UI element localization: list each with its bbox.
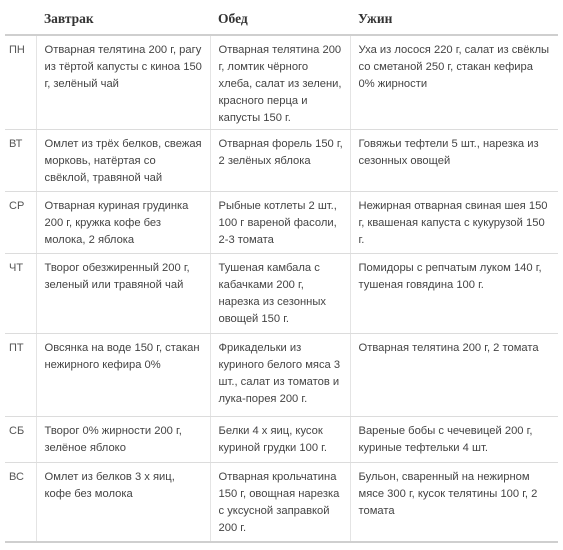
dinner-cell: Нежирная отварная свиная шея 150 г, квашеная капуста с кукурузой 150 г. (350, 191, 558, 253)
table-row (5, 416, 558, 462)
day-cell: ПТ (5, 333, 36, 416)
dinner-cell: Бульон, сваренный на нежирном мясе 300 г, кусок телятины 100 г, 2 томата (350, 462, 558, 542)
breakfast-cell: Омлет из белков 3 х яиц, кофе без молока (36, 462, 210, 542)
header-lunch: Обед (210, 4, 350, 35)
breakfast-cell: Омлет из трёх белков, свежая морковь, натёртая со свёклой, травяной чай (36, 129, 210, 191)
dinner-cell: Уха из лосося 220 г, салат из свёклы со сметаной 250 г, стакан кефира 0% жирности (350, 35, 558, 129)
day-cell: ВТ (5, 129, 36, 191)
table-row (5, 35, 558, 129)
breakfast-cell: Творог 0% жирности 200 г, зелёное яблоко (36, 416, 210, 462)
table-row (5, 191, 558, 253)
breakfast-cell: Творог обезжиренный 200 г, зеленый или травяной чай (36, 253, 210, 333)
day-cell: СБ (5, 416, 36, 462)
dinner-cell: Говяжьи тефтели 5 шт., нарезка из сезонных овощей (350, 129, 558, 191)
day-cell: ВС (5, 462, 36, 542)
lunch-cell: Фрикадельки из куриного белого мяса 3 шт., салат из томатов и лука-порея 200 г. (210, 333, 350, 416)
table-header (5, 4, 558, 35)
breakfast-cell: Отварная куриная грудинка 200 г, кружка кофе без молока, 2 яблока (36, 191, 210, 253)
lunch-cell: Белки 4 х яиц, кусок куриной грудки 100 г. (210, 416, 350, 462)
lunch-cell: Рыбные котлеты 2 шт., 100 г вареной фасоли, 2-3 томата (210, 191, 350, 253)
lunch-cell: Тушеная камбала с кабачками 200 г, нарезка из сезонных овощей 150 г. (210, 253, 350, 333)
day-cell: ЧТ (5, 253, 36, 333)
breakfast-cell: Отварная телятина 200 г, рагу из тёртой капусты с киноа 150 г, зелёный чай (36, 35, 210, 129)
dinner-cell: Вареные бобы с чечевицей 200 г, куриные тефтельки 4 шт. (350, 416, 558, 462)
lunch-cell: Отварная телятина 200 г, ломтик чёрного хлеба, салат из зелени, красного перца и капусты 150 г. (210, 35, 350, 129)
breakfast-cell: Овсянка на воде 150 г, стакан нежирного кефира 0% (36, 333, 210, 416)
header-dinner: Ужин (350, 4, 558, 35)
day-cell: СР (5, 191, 36, 253)
dinner-cell: Помидоры с репчатым луком 140 г, тушеная говядина 100 г. (350, 253, 558, 333)
lunch-cell: Отварная крольчатина 150 г, овощная нарезка с уксусной заправкой 200 г. (210, 462, 350, 542)
table-body (5, 35, 558, 542)
lunch-cell: Отварная форель 150 г, 2 зелёных яблока (210, 129, 350, 191)
header-breakfast: Завтрак (36, 4, 210, 35)
table-row (5, 333, 558, 416)
header-day (5, 4, 36, 35)
weekly-menu-table (5, 4, 558, 543)
table-row (5, 462, 558, 542)
table-row (5, 129, 558, 191)
day-cell: ПН (5, 35, 36, 129)
table-row (5, 253, 558, 333)
header-row (5, 4, 558, 35)
dinner-cell: Отварная телятина 200 г, 2 томата (350, 333, 558, 416)
